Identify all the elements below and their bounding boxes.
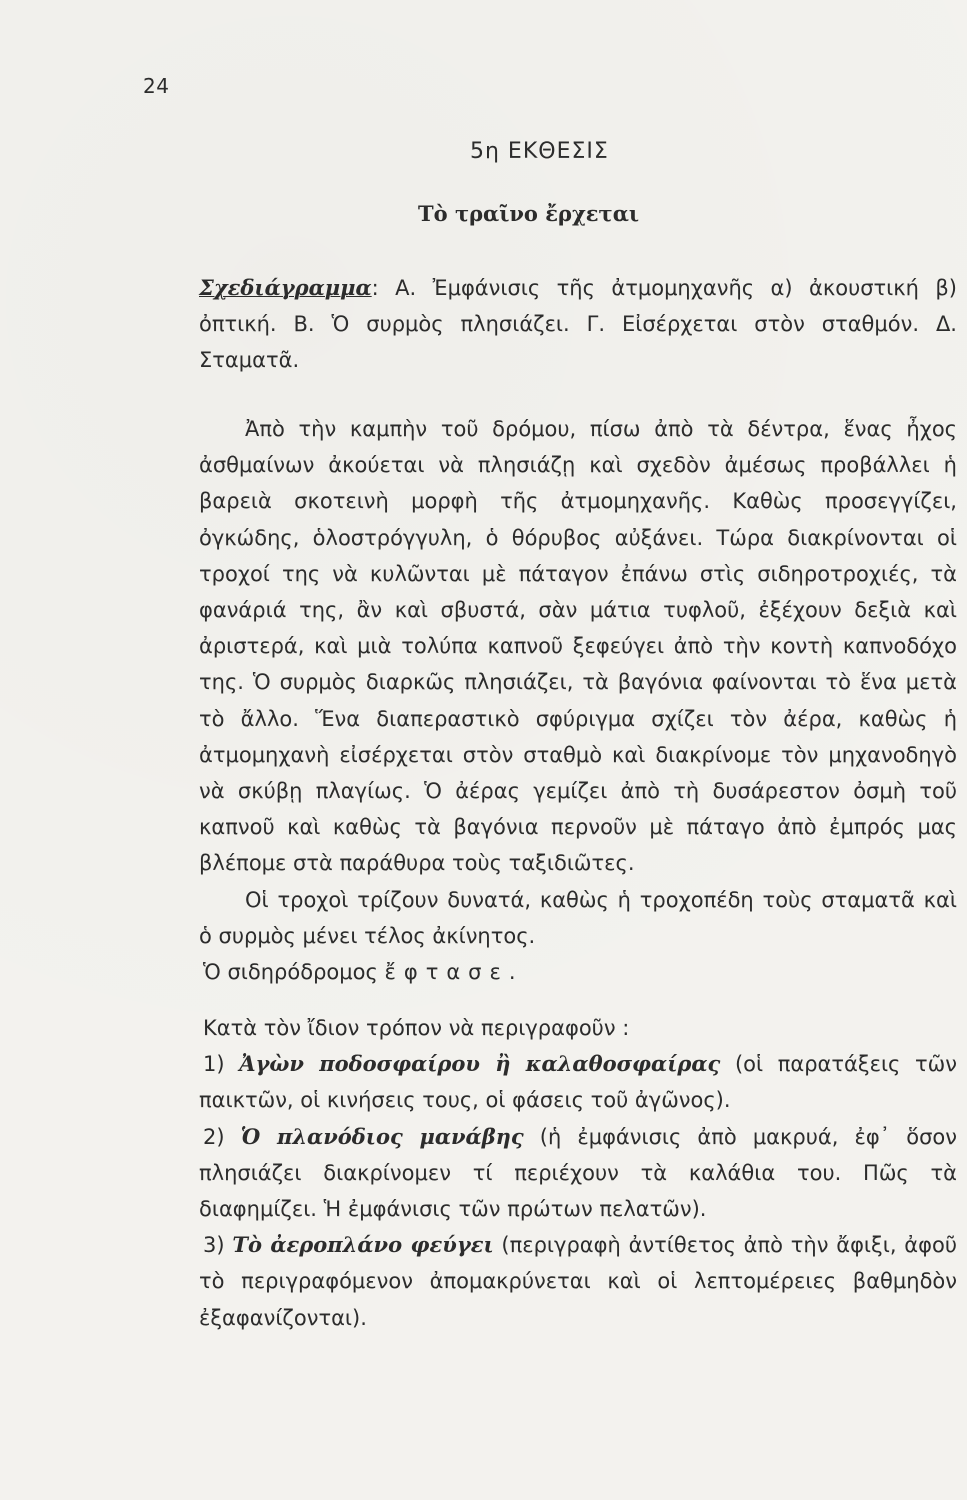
plan-text: : Α. Ἐμφάνισις τῆς ἀτμομηχανῆς α) ἀκουστική β) ὀπτική. Β. Ὁ συρμὸς πλησιάζει. Γ. Εἰσέρχεται στὸν σταθμόν. Δ. Σταματᾶ. [199, 276, 957, 373]
stop-paragraph: Οἱ τροχοὶ τρίζουν δυνατά, καθὼς ἡ τροχοπέδη τοὺς σταματᾶ καὶ ὁ συρμὸς μένει τέλος ἀκίνητος. [199, 887, 957, 948]
essay-subtitle: Τὸ τραῖνο ἔρχεται [418, 201, 640, 226]
list-item-number: 1) [203, 1052, 240, 1077]
chapter-title: 5η ΕΚΘΕΣΙΣ [470, 139, 609, 164]
plan-section [199, 270, 957, 379]
page-number: 24 [143, 74, 170, 98]
list-intro: Κατὰ τὸν ἴδιον τρόπον νὰ περιγραφοῦν : [203, 1016, 630, 1040]
list-item [199, 1046, 957, 1118]
list-item [199, 1119, 957, 1228]
list-item-number: 2) [203, 1124, 241, 1149]
main-paragraph: Ἀπὸ τὴν καμπὴν τοῦ δρόμου, πίσω ἀπὸ τὰ δέντρα, ἕνας ἦχος ἀσθμαίνων ἀκούεται νὰ πλησιάζῃ καὶ σχεδὸν ἀμέσως προβάλλει ἡ βαρειὰ σκοτεινὴ μορφὴ τῆς ἀτμομηχανῆς. Καθὼς προσεγγίζει, ὀγκώδης, ὁλοστρόγγυλη, ὁ θόρυβος αὐξάνει. Τώρα διακρίνονται οἱ τροχοί της νὰ κυλῶνται μὲ πάταγον ἐπάνω στὶς σιδηροτροχιές, τὰ φανάριά της, ἂν καὶ σβυστά, σὰν μάτια τυφλοῦ, ἐξέχουν δεξιὰ καὶ ἀριστερά, καὶ μιὰ τολύπα καπνοῦ ξεφεύγει ἀπὸ τὴν κοντὴ καπνοδόχο της. Ὁ συρμὸς διαρκῶς πλησιάζει, τὰ βαγόνια φαίνονται τὸ ἕνα μετὰ τὸ ἄλλο. Ἕνα διαπεραστικὸ σφύριγμα σχίζει τὸν ἀέρα, καθὼς ἡ ἀτμομηχανὴ εἰσέρχεται στὸν σταθμὸ καὶ διακρίνομε τὸν μηχανοδηγὸ νὰ σκύβῃ πλαγίως. Ὁ ἀέρας γεμίζει ἀπὸ τὴ δυσάρεστον ὀσμὴ τοῦ καπνοῦ καὶ καθὼς τὰ βαγόνια περνοῦν μὲ πάταγο ἀπὸ ἐμπρός μας βλέπομε στὰ παράθυρα τοὺς ταξιδιῶτες. [199, 417, 957, 876]
list-item [199, 1227, 957, 1336]
final-line [199, 954, 957, 990]
list-item-number: 3) [203, 1233, 233, 1258]
list-item-description: (οἱ παρατάξεις τῶν παικτῶν, οἱ κινήσεις τους, οἱ φάσεις τοῦ ἀγῶνος). [199, 1052, 957, 1113]
list-item-description: (περιγραφὴ ἀντίθετος ἀπὸ τὴν ἄφιξι, ἀφοῦ τὸ περιγραφόμενον ἀπομακρύνεται καὶ οἱ λεπτομέρειες βαθμηδὸν ἐξαφανίζονται). [199, 1233, 957, 1330]
plan-paragraph [199, 270, 957, 379]
exercise-list [199, 1010, 957, 1336]
list-item-title: Ὁ πλανόδιος μανάβης [240, 1123, 524, 1149]
list-item-title: Τὸ ἀεροπλάνο φεύγει [232, 1232, 494, 1258]
list-item-description: (ἡ ἐμφάνισις ἀπὸ μακρυά, ἐφ᾽ ὅσον πλησιάζει διακρίνομεν τί περιέχουν τὰ καλάθια του. Πῶς τὰ διαφημίζει. Ἡ ἐμφάνισις τῶν πρώτων πελατῶν). [199, 1124, 957, 1222]
plan-label: Σχεδιάγραμμα [199, 275, 372, 300]
list-item-title: Ἀγὼν ποδοσφαίρου ἢ καλαθοσφαίρας [239, 1051, 721, 1077]
main-text [199, 411, 957, 990]
final-line-start: Ὁ σιδηρόδρομος [203, 960, 385, 985]
final-line-spaced: ἔφτασε. [384, 960, 524, 985]
